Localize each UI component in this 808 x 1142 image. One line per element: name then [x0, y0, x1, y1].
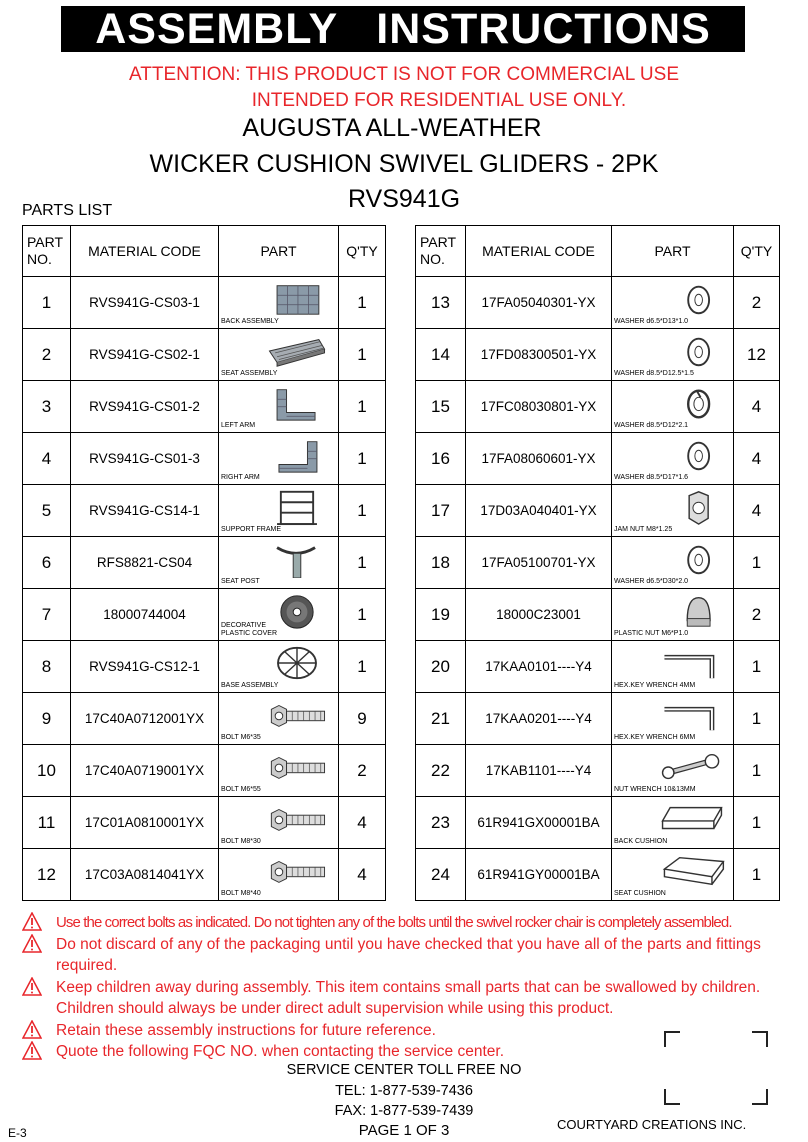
part-number: 6 [23, 537, 71, 589]
part-cell [219, 381, 339, 433]
back-assembly-icon [262, 280, 332, 318]
parts-table-right [415, 225, 780, 901]
material-code: 17FD08300501-YX [466, 329, 612, 381]
part-quantity: 1 [734, 537, 780, 589]
part-cell [219, 693, 339, 745]
part-number: 21 [416, 693, 466, 745]
part-number: 22 [416, 745, 466, 797]
doc-code: E-3 [8, 1126, 27, 1140]
part-number: 7 [23, 589, 71, 641]
part-number: 11 [23, 797, 71, 849]
fqc-box-corner [752, 1031, 768, 1047]
part-cell [219, 277, 339, 329]
page-number: PAGE 1 OF 3 [358, 1122, 450, 1139]
material-code: RVS941G-CS14-1 [71, 485, 219, 537]
part-number: 10 [23, 745, 71, 797]
hex-key-icon [657, 696, 727, 734]
part-name: HEX.KEY WRENCH 6MM [614, 734, 696, 741]
part-name: HEX.KEY WRENCH 4MM [614, 682, 696, 689]
service-center-label: SERVICE CENTER TOLL FREE NO [286, 1062, 522, 1078]
service-fax: FAX: 1-877-539-7439 [334, 1103, 474, 1119]
warning-text: Do not discard of any of the packaging until you have checked that you have all of the parts and fittings required. [56, 936, 761, 974]
washer-icon [657, 280, 727, 318]
warning-item [22, 912, 807, 933]
bolt-icon [262, 696, 332, 734]
table-row [416, 589, 780, 641]
material-code: 17KAA0101----Y4 [466, 641, 612, 693]
material-code: 18000C23001 [466, 589, 612, 641]
material-code: 61R941GY00001BA [466, 849, 612, 901]
table-row [23, 485, 386, 537]
warning-icon [22, 977, 42, 996]
fqc-box-corner [664, 1031, 680, 1047]
part-number: 12 [23, 849, 71, 901]
part-number: 17 [416, 485, 466, 537]
part-number: 23 [416, 797, 466, 849]
attention-line-2: INTENDED FOR RESIDENTIAL USE ONLY. [251, 90, 627, 111]
part-name: WASHER d8.5*D17*1.6 [614, 474, 689, 481]
part-cell [612, 693, 734, 745]
header-part-no: PART NO. [416, 226, 466, 277]
part-quantity: 4 [339, 849, 386, 901]
material-code: 17FA08060601-YX [466, 433, 612, 485]
material-code: RVS941G-CS12-1 [71, 641, 219, 693]
back-cushion-icon [657, 800, 727, 838]
part-quantity: 1 [339, 329, 386, 381]
part-quantity: 1 [734, 797, 780, 849]
part-number: 3 [23, 381, 71, 433]
part-quantity: 1 [734, 745, 780, 797]
seat-cushion-icon [657, 852, 727, 890]
part-name: SEAT POST [221, 578, 260, 585]
material-code: 18000744004 [71, 589, 219, 641]
part-name: BASE ASSEMBLY [221, 682, 279, 689]
part-name: BACK ASSEMBLY [221, 318, 279, 325]
table-row [416, 745, 780, 797]
washer-icon [657, 332, 727, 370]
part-cell [612, 849, 734, 901]
part-quantity: 1 [734, 641, 780, 693]
material-code: 17KAB1101----Y4 [466, 745, 612, 797]
part-cell [219, 745, 339, 797]
washer-icon [657, 436, 727, 474]
part-number: 1 [23, 277, 71, 329]
part-name: BOLT M8*30 [221, 838, 261, 845]
plastic-nut-icon [657, 592, 727, 630]
part-quantity: 4 [734, 485, 780, 537]
table-row [416, 641, 780, 693]
part-number: 19 [416, 589, 466, 641]
part-cell [612, 797, 734, 849]
warning-text: Keep children away during assembly. This item contains small parts that can be swallowed by children. Children should always be under direct adult supervision while using this product. [56, 979, 761, 1017]
parts-table-left [22, 225, 386, 901]
material-code: RVS941G-CS02-1 [71, 329, 219, 381]
table-row [23, 693, 386, 745]
part-quantity: 1 [339, 537, 386, 589]
header-part: PART [612, 226, 734, 277]
support-frame-icon [262, 488, 332, 526]
part-name: NUT WRENCH 10&13MM [614, 786, 696, 793]
product-name-line-1: AUGUSTA ALL-WEATHER [242, 114, 542, 142]
header-qty: Q'TY [339, 226, 386, 277]
product-name-line-2: WICKER CUSHION SWIVEL GLIDERS - 2PK [149, 150, 659, 178]
part-cell [219, 537, 339, 589]
table-row [23, 589, 386, 641]
header-material-code: MATERIAL CODE [466, 226, 612, 277]
part-cell [612, 433, 734, 485]
table-row [23, 797, 386, 849]
material-code: RFS8821-CS04 [71, 537, 219, 589]
washer-icon [657, 540, 727, 578]
part-number: 24 [416, 849, 466, 901]
part-name: WASHER d6.5*D13*1.0 [614, 318, 689, 325]
header-part-no: PART NO. [23, 226, 71, 277]
part-name: BOLT M6*55 [221, 786, 261, 793]
seat-post-icon [262, 540, 332, 578]
table-row [416, 537, 780, 589]
part-cell [612, 277, 734, 329]
part-quantity: 1 [339, 277, 386, 329]
table-row [23, 329, 386, 381]
material-code: 61R941GX00001BA [466, 797, 612, 849]
table-row [416, 433, 780, 485]
part-number: 16 [416, 433, 466, 485]
part-cell [219, 849, 339, 901]
material-code: RVS941G-CS01-2 [71, 381, 219, 433]
material-code: 17D03A040401-YX [466, 485, 612, 537]
part-cell [219, 433, 339, 485]
table-row [23, 537, 386, 589]
part-cell [219, 641, 339, 693]
part-number: 4 [23, 433, 71, 485]
warning-icon [22, 1020, 42, 1039]
attention-line-1: ATTENTION: THIS PRODUCT IS NOT FOR COMMERCIAL USE [129, 64, 679, 85]
part-number: 5 [23, 485, 71, 537]
header-material-code: MATERIAL CODE [71, 226, 219, 277]
bolt-icon [262, 852, 332, 890]
bolt-icon [262, 748, 332, 786]
part-cell [219, 329, 339, 381]
table-row [416, 849, 780, 901]
part-name: BOLT M8*40 [221, 890, 261, 897]
table-row [416, 693, 780, 745]
seat-assembly-icon [262, 332, 332, 370]
part-name: PLASTIC NUT M6*P1.0 [614, 630, 689, 637]
table-row [416, 485, 780, 537]
part-name: WASHER d6.5*D30*2.0 [614, 578, 689, 585]
material-code: 17C40A0719001YX [71, 745, 219, 797]
part-cell [612, 745, 734, 797]
part-name: BACK CUSHION [614, 838, 668, 845]
fqc-box-corner [752, 1089, 768, 1105]
part-cell [219, 485, 339, 537]
warning-item [22, 1041, 807, 1062]
part-quantity: 1 [339, 485, 386, 537]
part-name: LEFT ARM [221, 422, 256, 429]
table-row [416, 381, 780, 433]
part-name: WASHER d8.5*D12*2.1 [614, 422, 689, 429]
model-number: RVS941G [347, 185, 461, 213]
warning-icon [22, 1041, 42, 1060]
warning-item [22, 1020, 807, 1041]
part-number: 14 [416, 329, 466, 381]
part-cell [612, 589, 734, 641]
part-cell [612, 641, 734, 693]
part-name: BOLT M6*35 [221, 734, 261, 741]
part-number: 9 [23, 693, 71, 745]
part-quantity: 1 [339, 641, 386, 693]
part-quantity: 2 [734, 589, 780, 641]
header-qty: Q'TY [734, 226, 780, 277]
table-row [23, 849, 386, 901]
part-quantity: 2 [734, 277, 780, 329]
part-cell [612, 381, 734, 433]
nut-wrench-icon [657, 748, 727, 786]
bolt-icon [262, 800, 332, 838]
part-number: 18 [416, 537, 466, 589]
part-cell [612, 537, 734, 589]
left-arm-icon [262, 384, 332, 422]
part-name: SEAT CUSHION [614, 890, 666, 897]
part-name: SUPPORT FRAME [221, 526, 282, 533]
material-code: 17FA05040301-YX [466, 277, 612, 329]
part-number: 15 [416, 381, 466, 433]
fqc-box-corner [664, 1089, 680, 1105]
table-row [23, 381, 386, 433]
part-quantity: 1 [734, 693, 780, 745]
part-number: 2 [23, 329, 71, 381]
hex-key-icon [657, 644, 727, 682]
table-row [23, 641, 386, 693]
material-code: 17C01A0810001YX [71, 797, 219, 849]
part-quantity: 2 [339, 745, 386, 797]
part-quantity: 4 [734, 433, 780, 485]
title-banner: ASSEMBLY INSTRUCTIONS [61, 6, 745, 52]
warning-item [22, 977, 807, 1019]
part-cell [612, 329, 734, 381]
material-code: 17KAA0201----Y4 [466, 693, 612, 745]
part-name: SEAT ASSEMBLY [221, 370, 278, 377]
material-code: 17FC08030801-YX [466, 381, 612, 433]
table-row [416, 797, 780, 849]
part-quantity: 12 [734, 329, 780, 381]
warning-text: Quote the following FQC NO. when contacting the service center. [56, 1043, 505, 1060]
table-row [23, 433, 386, 485]
parts-list-label: PARTS LIST [22, 202, 113, 219]
part-quantity: 1 [339, 381, 386, 433]
part-quantity: 4 [339, 797, 386, 849]
part-name: RIGHT ARM [221, 474, 260, 481]
table-row [23, 745, 386, 797]
jam-nut-icon [657, 488, 727, 526]
warning-text: Retain these assembly instructions for future reference. [56, 1022, 436, 1039]
part-name: JAM NUT M8*1.25 [614, 526, 673, 533]
base-assembly-icon [262, 644, 332, 682]
spring-washer-icon [657, 384, 727, 422]
material-code: 17C03A0814041YX [71, 849, 219, 901]
part-number: 13 [416, 277, 466, 329]
part-quantity: 9 [339, 693, 386, 745]
material-code: RVS941G-CS01-3 [71, 433, 219, 485]
warning-icon [22, 934, 42, 953]
part-quantity: 1 [339, 433, 386, 485]
table-row [416, 277, 780, 329]
part-cell [219, 589, 339, 641]
part-quantity: 4 [734, 381, 780, 433]
warning-item [22, 934, 807, 976]
warning-icon [22, 912, 42, 931]
right-arm-icon [262, 436, 332, 474]
table-row [23, 277, 386, 329]
material-code: RVS941G-CS03-1 [71, 277, 219, 329]
part-cell [612, 485, 734, 537]
material-code: 17C40A0712001YX [71, 693, 219, 745]
part-number: 20 [416, 641, 466, 693]
service-tel: TEL: 1-877-539-7436 [335, 1083, 473, 1099]
part-cell [219, 797, 339, 849]
header-part: PART [219, 226, 339, 277]
part-quantity: 1 [339, 589, 386, 641]
warning-text: Use the correct bolts as indicated. Do not tighten any of the bolts until the swivel rocker chair is completely assembled. [56, 914, 732, 931]
part-name: WASHER d8.5*D12.5*1.5 [614, 370, 694, 377]
part-name: DECORATIVE PLASTIC COVER [221, 622, 278, 637]
part-quantity: 1 [734, 849, 780, 901]
company-name: COURTYARD CREATIONS INC. [557, 1117, 747, 1132]
part-number: 8 [23, 641, 71, 693]
material-code: 17FA05100701-YX [466, 537, 612, 589]
table-row [416, 329, 780, 381]
